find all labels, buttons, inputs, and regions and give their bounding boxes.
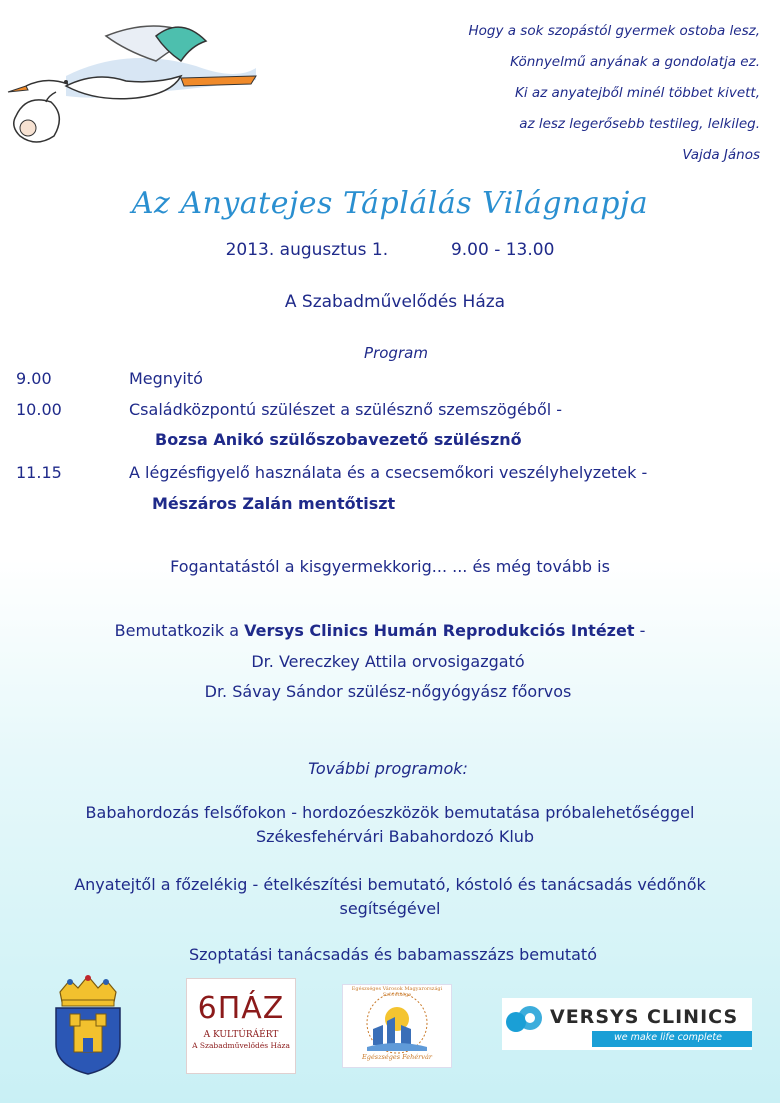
- poem: [340, 20, 760, 175]
- more-program-line: Szoptatási tanácsadás és babamasszázs bemutató: [188, 945, 597, 964]
- event-venue: A Szabadművelődés Háza: [284, 292, 506, 312]
- intro-line: [0, 621, 760, 640]
- program-speaker: Mészáros Zalán mentőtiszt: [152, 494, 396, 513]
- program-item: [16, 463, 647, 482]
- versys-clinics-name: VERSYS CLINICS: [550, 1006, 739, 1028]
- haz-logo-sub2: A Szabadművelődés Háza: [192, 1041, 290, 1050]
- more-program-line: segítségével: [339, 899, 441, 918]
- more-programs-heading: További programok:: [308, 759, 468, 778]
- tagline: Fogantatástól a kisgyermekkorig... ... és még tovább is: [170, 557, 610, 576]
- program-title: Megnyitó: [129, 369, 203, 388]
- more-program-line: Anyatejtől a főzelékig - ételkészítési bemutató, kóstoló és tanácsadás védőnők: [74, 875, 706, 894]
- intro-person: Dr. Sávay Sándor szülész-nőgyógyász főorvos: [204, 682, 572, 701]
- more-program-line: Székesfehérvári Babahordozó Klub: [255, 827, 535, 846]
- versys-clinics-logo: [502, 998, 752, 1050]
- stork-illustration: [6, 6, 266, 156]
- program-title: Családközpontú szülészet a szülésznő szemszögéből -: [129, 400, 563, 419]
- more-program-line: Babahordozás felsőfokon - hordozóeszközök bemutatása próbalehetőséggel: [85, 803, 695, 822]
- program-time: 10.00: [16, 400, 62, 419]
- event-time: 9.00 - 13.00: [450, 240, 555, 260]
- intro-suffix: -: [634, 621, 646, 640]
- haz-logo-sub1: A KULTÚRÁÉRT: [203, 1030, 279, 1040]
- poem-line: Ki az anyatejből minél többet kivett,: [515, 85, 760, 101]
- poem-author: Vajda János: [682, 147, 760, 163]
- event-date: 2013. augusztus 1.: [225, 240, 389, 260]
- healthy-cities-arc-text: Egészséges Városok Magyarországi Szövetsége: [351, 986, 443, 998]
- program-item: [16, 369, 203, 388]
- poem-line: Hogy a sok szopástól gyermek ostoba lesz,: [468, 23, 760, 39]
- versys-clinics-icon: [504, 1004, 546, 1038]
- date-time-line: [0, 240, 780, 260]
- program-heading: Program: [364, 344, 428, 362]
- program-speaker: Bozsa Anikó szülőszobavezető szülésznő: [155, 430, 522, 449]
- haz-logo-main: 6ΠÁZ: [197, 991, 285, 1026]
- haz-logo: [186, 978, 296, 1074]
- healthy-cities-logo: [342, 984, 452, 1068]
- institute-name: Versys Clinics Humán Reprodukciós Intézet: [244, 621, 635, 640]
- sponsor-logos: [0, 972, 780, 1082]
- program-title: A légzésfigyelő használata és a csecsemőkori veszélyhelyzetek -: [129, 463, 648, 482]
- healthy-cities-sub: Egészséges Fehérvár: [362, 1053, 432, 1061]
- program-time: 11.15: [16, 463, 62, 482]
- poem-line: Könnyelmű anyának a gondolatja ez.: [510, 54, 760, 70]
- versys-clinics-tagline: we make life complete: [614, 1032, 722, 1043]
- page-title: Az Anyatejes Táplálás Világnapja: [131, 186, 649, 221]
- program-time: 9.00: [16, 369, 52, 388]
- intro-person: Dr. Vereczkey Attila orvosigazgató: [251, 652, 525, 671]
- poem-line: az lesz legerősebb testileg, lelkileg.: [519, 116, 760, 132]
- coat-of-arms-icon: [48, 974, 128, 1076]
- program-item: [16, 400, 562, 419]
- intro-prefix: Bemutatkozik a: [114, 621, 245, 640]
